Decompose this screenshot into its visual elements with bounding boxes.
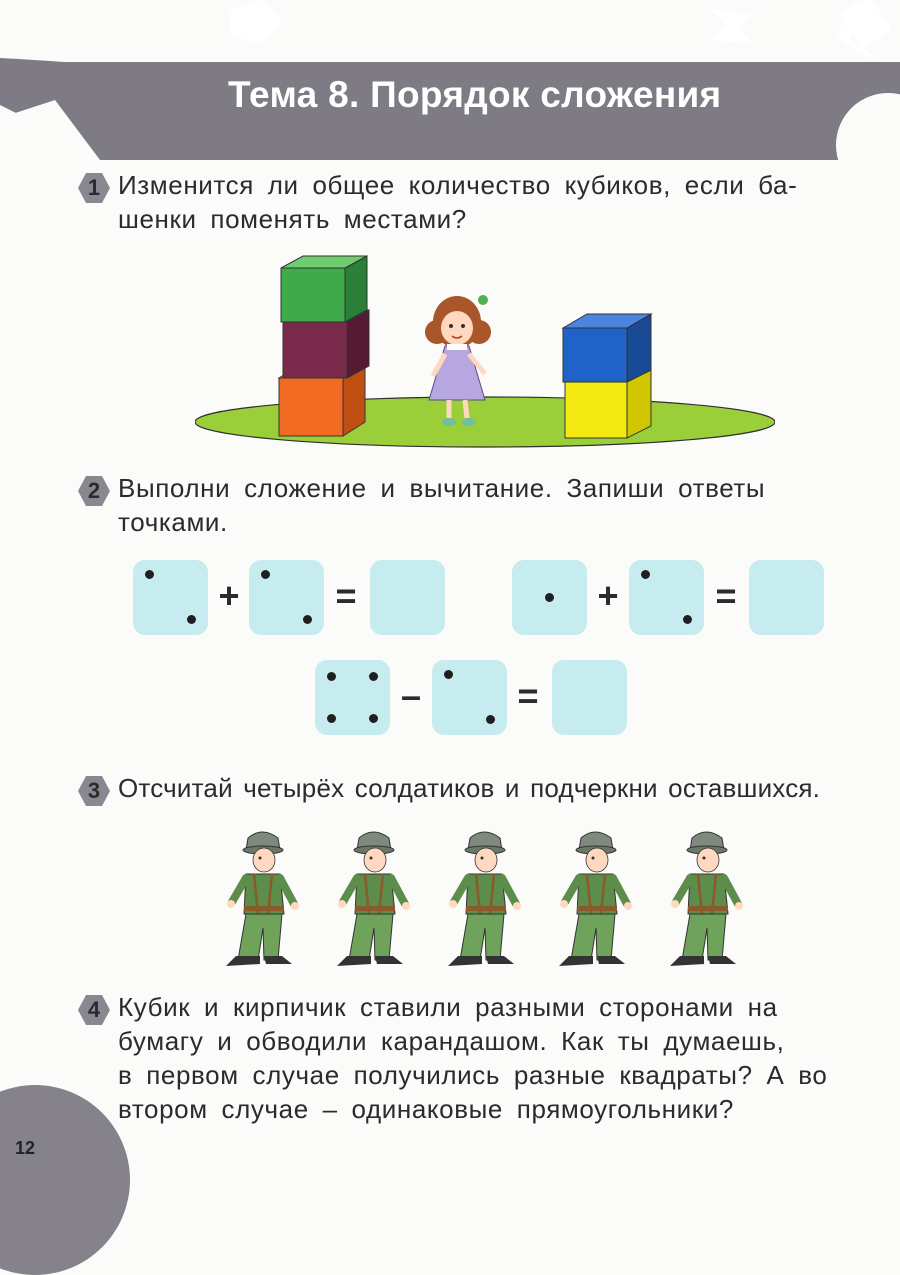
task-number-badge: 3: [78, 775, 110, 807]
towers-illustration: [195, 250, 775, 450]
task-3-text: Отсчитай четырёх солдатиков и подчеркни оставшихся.: [118, 773, 821, 803]
task-number-badge: 4: [78, 994, 110, 1026]
dot-box: [512, 560, 587, 635]
equals-sign: =: [715, 575, 737, 616]
dot-box: [432, 660, 507, 735]
task-4-text: Кубик и кирпичик ставили разными сторонами на бумагу и обводили карандашом. Как ты думаешь, в первом случае получились разные квадраты? А во втором случае – одинаковые прямоугольники?: [118, 992, 828, 1124]
dot: [145, 570, 154, 579]
answer-box[interactable]: [749, 560, 824, 635]
task-number-badge: 2: [78, 475, 110, 507]
dot: [187, 615, 196, 624]
soldier-figure[interactable]: [551, 828, 641, 970]
dot: [327, 714, 336, 723]
dot: [369, 714, 378, 723]
dot: [641, 570, 650, 579]
dot-box: [249, 560, 324, 635]
dot: [545, 593, 554, 602]
equals-sign: =: [517, 675, 539, 716]
soldier-figure[interactable]: [440, 828, 530, 970]
plus-sign: +: [218, 575, 240, 616]
cube-blue: [563, 314, 651, 382]
minus-sign: –: [400, 675, 422, 716]
cube-green: [281, 256, 367, 322]
answer-box[interactable]: [370, 560, 445, 635]
dot-box: [133, 560, 208, 635]
dot: [486, 715, 495, 724]
soldier-figure[interactable]: [329, 828, 419, 970]
answer-box[interactable]: [552, 660, 627, 735]
dot-box: [315, 660, 390, 735]
soldier-figure[interactable]: [662, 828, 752, 970]
dot: [261, 570, 270, 579]
task-number-badge: 1: [78, 172, 110, 204]
plus-sign: +: [597, 575, 619, 616]
soldier-figure[interactable]: [218, 828, 308, 970]
dot: [444, 670, 453, 679]
dot: [683, 615, 692, 624]
dot-box: [629, 560, 704, 635]
page-number-circle: [0, 1085, 130, 1275]
dot: [369, 672, 378, 681]
dot: [303, 615, 312, 624]
task-2-text: Выполни сложение и вычитание. Запиши ответы точками.: [118, 473, 766, 537]
page-number: 12: [15, 1138, 36, 1158]
dot: [327, 672, 336, 681]
task-1-text: Изменится ли общее количество кубиков, если ба- шенки поменять местами?: [118, 170, 798, 234]
equals-sign: =: [335, 575, 357, 616]
page-title: Тема 8. Порядок сложения: [228, 74, 722, 115]
